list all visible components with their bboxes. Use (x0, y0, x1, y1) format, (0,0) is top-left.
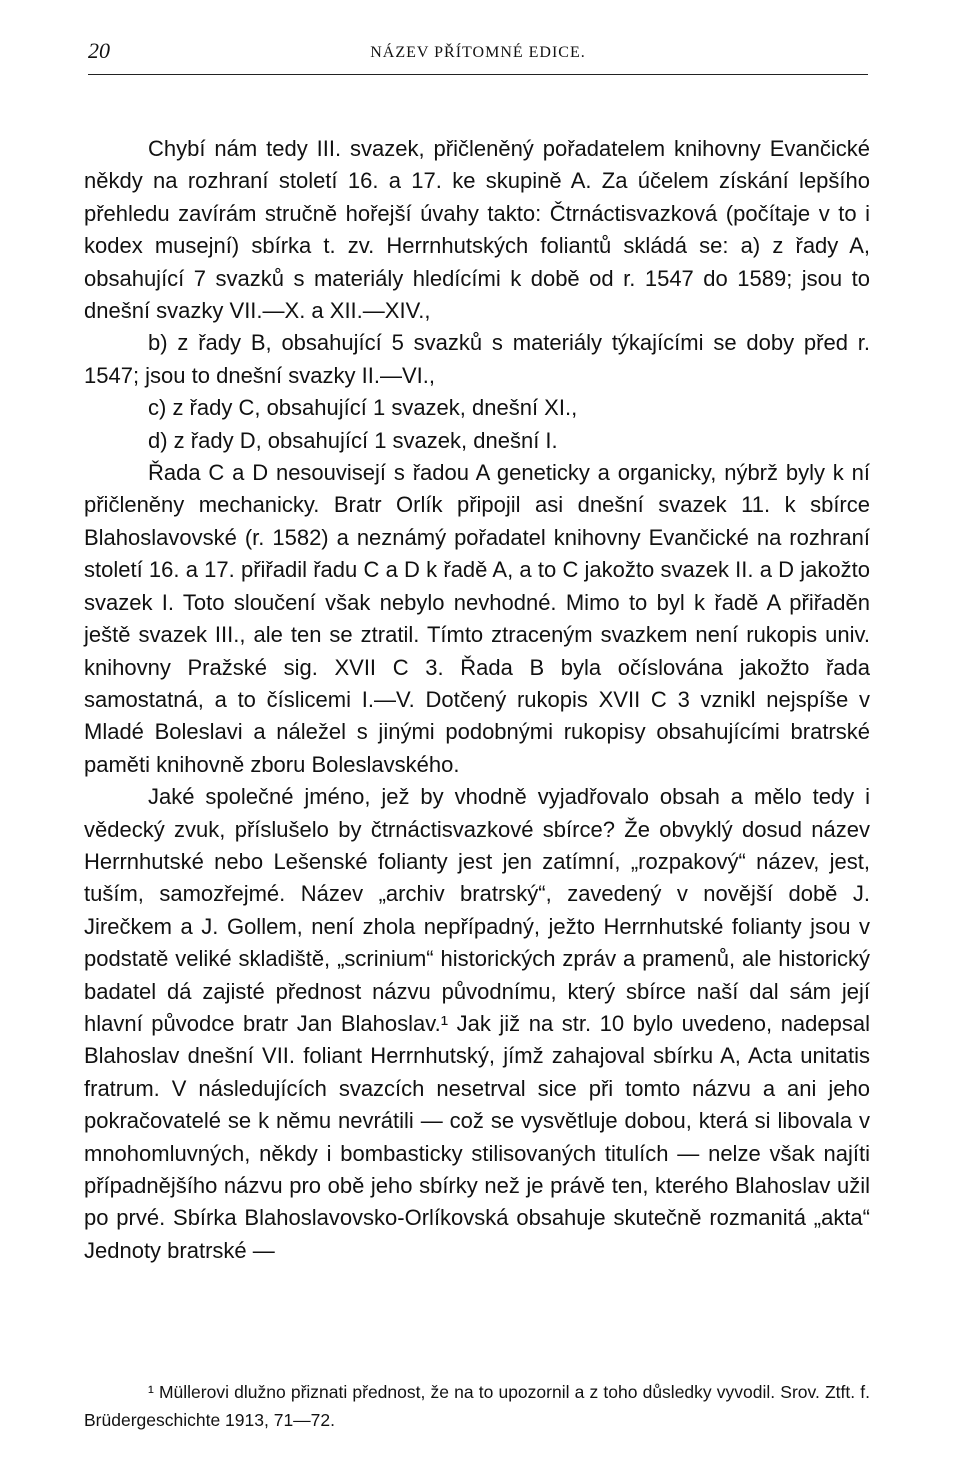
page-header (88, 38, 868, 72)
list-item-b: b) z řady B, obsahující 5 svazků s materiály týkajícími se doby před r. 1547; jsou to dnešní svazky II.—VI., (84, 330, 870, 388)
paragraph-series-cd: Řada C a D nesouvisejí s řadou A geneticky a organicky, nýbrž byly k ní přičleněny mechanicky. Bratr Orlík připojil asi dnešní svazek 11. k sbírce Blahoslavovské (r. 1582) a neznámý pořadatel knihovny Evančické na rozhraní století 16. a 17. přiřadil řadu C a D k řadě A, a to C jakožto svazek II. a D jakožto svazek I. Toto sloučení však nebylo nevhodné. Mimo to byl k řadě A přiřaděn ještě svazek III., ale ten se ztratil. Tímto ztraceným svazkem není rukopis univ. knihovny Pražské sig. XVII C 3. Řada B byla očíslována jakožto řada samostatná, a to číslicemi I.—V. Dotčený rukopis XVII C 3 vznikl nejspíše v Mladé Boleslavi a náležel s jinými podobnými rukopisy obsahujícími bratrské paměti knihovně zboru Boleslavského. (84, 460, 870, 777)
paragraph-common-name: Jaké společné jméno, jež by vhodně vyjadřovalo obsah a mělo tedy i vědecký zvuk, příslušelo by čtrnáctisvazkové sbírce? Že obvyklý dosud název Herrnhutské nebo Lešenské folianty jest jen zatímní, „rozpakový“ název, jest, tuším, samozřejmé. Název „archiv bratrský“, zavedený v novější době J. Jirečkem a J. Gollem, není zhola nepřípadný, ježto Herrnhutské folianty jsou v podstatě veliké skladiště, „scrinium“ historických zpráv a pramenů, ale historický badatel dá zajisté přednost názvu původnímu, který sbírce naší dal sám její hlavní původce bratr Jan Blahoslav.¹ Jak již na str. 10 bylo uvedeno, nadepsal Blahoslav dnešní VII. foliant Herrnhutský, jímž zahajoval sbírku A, Acta unitatis fratrum. V následujících svazcích nesetrval sice při tomto názvu a ani jeho pokračovatelé se k němu nevrátili — což se vysvětluje dobou, která si libovala v mnohomluvných, někdy i bombasticky stilisovaných titulích — nelze však najíti případnějšího názvu pro obě jeho sbírky než je právě ten, kterého Blahoslav užil po prvé. Sbírka Blahoslavovsko-Orlíkovská obsahuje skutečně rozmanitá „akta“ Jednoty bratrské — (84, 784, 870, 1263)
footnote-1: ¹ Müllerovi dlužno přiznati přednost, že na to upozornil a z toho důsledky vyvodil. Srov. Ztft. f. Brüdergeschichte 1913, 71—72. (84, 1382, 870, 1430)
header-rule (88, 74, 868, 75)
page-number: 20 (88, 38, 110, 63)
footnotes (84, 1378, 870, 1434)
body-text (84, 133, 870, 1267)
list-item-c: c) z řady C, obsahující 1 svazek, dnešní XI., (148, 395, 578, 421)
paragraph-summary: Chybí nám tedy III. svazek, přičleněný pořadatelem knihovny Evančické někdy na rozhraní století 16. a 17. ke skupině A. Za účelem získání lepšího přehledu zavírám stručně hořejší úvahy takto: Čtrnáctisvazková (počítaje v to i kodex musejní) sbírka t. zv. Herrnhutských foliantů skládá se: a) z řady A, obsahující 7 svazků s materiály hledícími k době od r. 1547 do 1589; jsou to dnešní svazky VII.—X. a XII.—XIV., (84, 136, 870, 324)
list-item-d: d) z řady D, obsahující 1 svazek, dnešní I. (148, 427, 558, 453)
running-title: NÁZEV PŘÍTOMNÉ EDICE. (370, 44, 586, 61)
